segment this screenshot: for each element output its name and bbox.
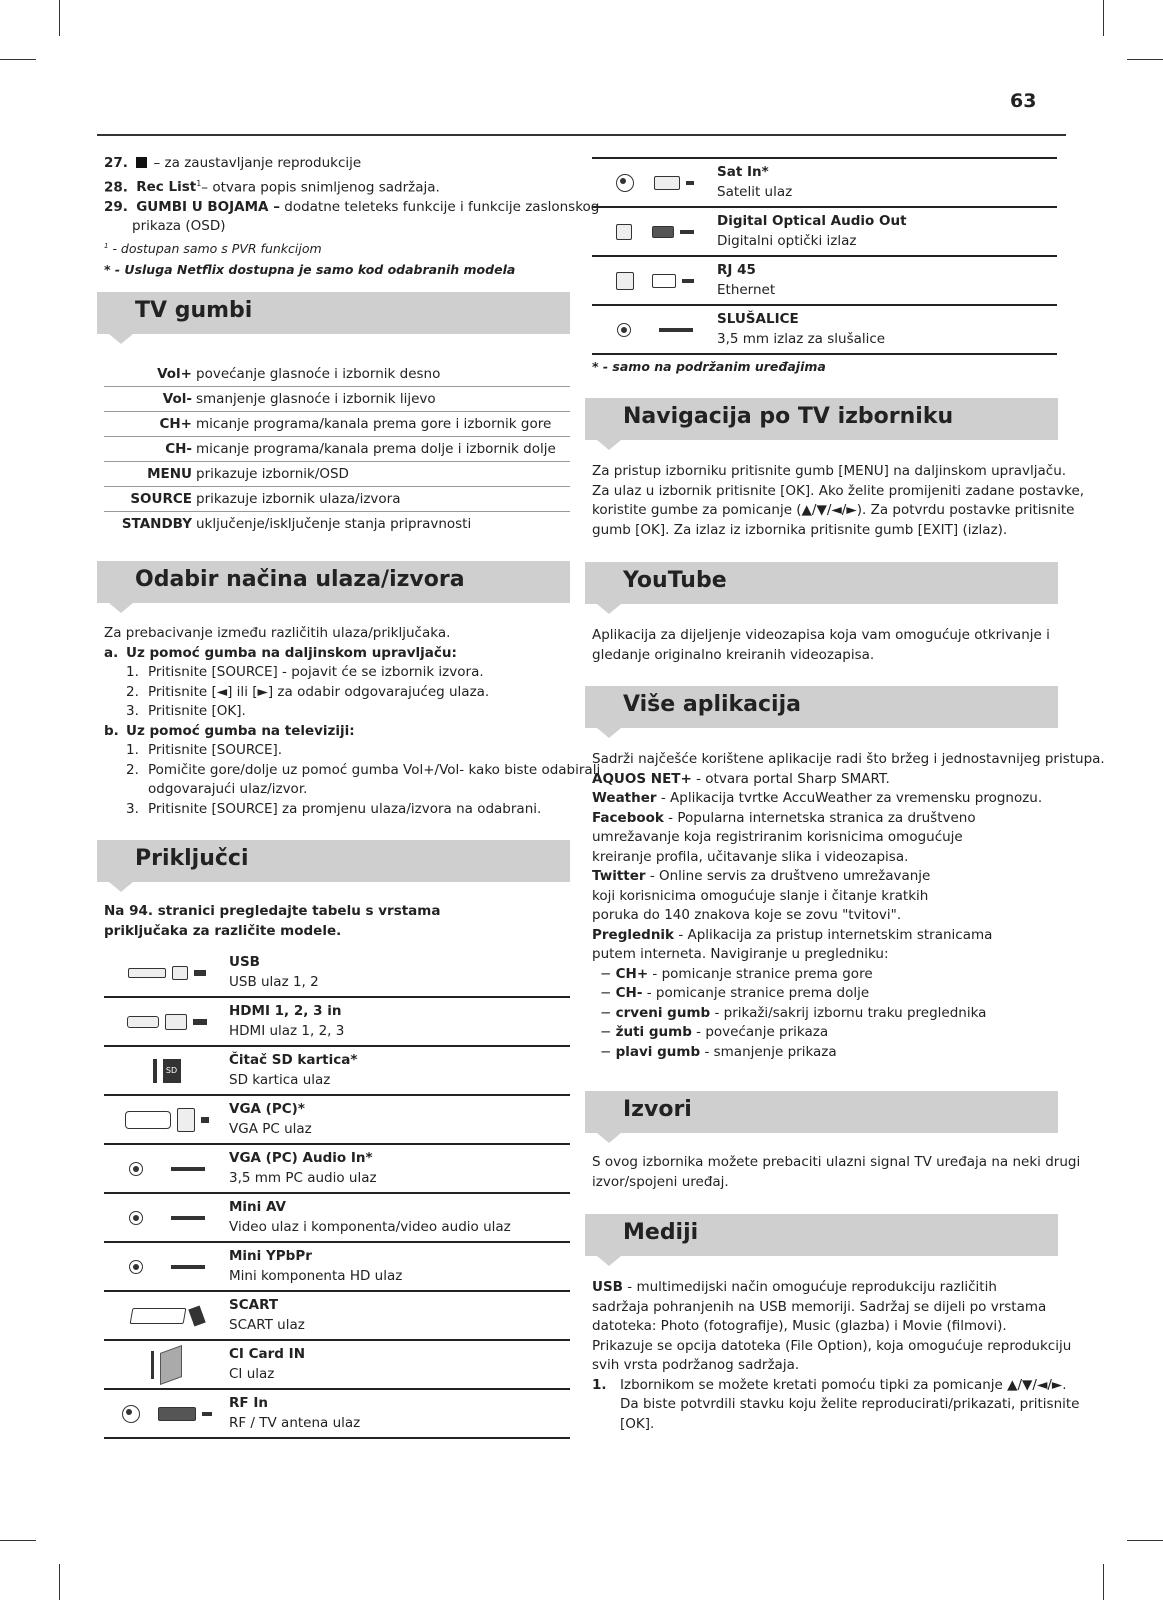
header-pointer [597, 1256, 621, 1266]
browser-nav-item: − žuti gumb - povećanje prikaza [600, 1024, 829, 1040]
optical-audio-icon [592, 224, 717, 240]
sub-heading: b. Uz pomoć gumba na televiziji: [104, 722, 355, 739]
page-number: 63 [1010, 90, 1037, 112]
section-title: Mediji [623, 1220, 699, 1245]
step-continuation: Da biste potvrdili stavku koju želite reproducirati/prikazati, pritisnite [620, 1396, 1080, 1412]
connector-row: Digital Optical Audio Out Digitalni optički izlaz [592, 208, 1057, 257]
crop-mark [1103, 0, 1104, 36]
section-header-navigation [585, 398, 1058, 440]
table-row: CH- micanje programa/kanala prema dolje i izbornik dolje [104, 437, 570, 462]
app-item-twitter: Twitter - Online servis za društveno umrežavanje [592, 868, 931, 884]
header-pointer [109, 882, 133, 892]
section-title: YouTube [623, 568, 727, 593]
browser-nav-item: − CH+ - pomicanje stranice prema gore [600, 965, 873, 982]
text-line: gledanje originalno kreiranih videozapisa. [592, 646, 875, 663]
step: 2. Pomičite gore/dolje uz pomoć gumba Vol+/Vol- kako biste odabirali [126, 761, 570, 781]
crop-mark [1127, 1540, 1163, 1541]
navigation-body [592, 462, 1085, 540]
step-number: 1. [126, 664, 139, 680]
table-row: Vol- smanjenje glasnoće i izbornik lijevo [104, 387, 570, 412]
app-item-weather: Weather - Aplikacija tvrtke AccuWeather za vremensku prognozu. [592, 790, 1043, 806]
connector-row: SCART SCART ulaz [104, 1292, 570, 1341]
list-item: 27. – za zaustavljanje reprodukcije [104, 155, 362, 171]
table-row: STANDBY uključenje/isključenje stanja pripravnosti [121, 516, 472, 532]
text-line: sadržaja pohranjenih na USB memoriji. Sadržaj se dijeli po vrstama [592, 1298, 1047, 1315]
crop-mark [59, 0, 60, 36]
rf-antenna-icon [104, 1405, 229, 1423]
header-pointer [597, 440, 621, 450]
audio-jack-icon [104, 1162, 229, 1176]
text-line: Za ulaz u izbornik pritisnite [OK]. Ako želite promijeniti zadane postavke, [592, 482, 1085, 499]
headphones-jack-icon [592, 323, 717, 337]
connector-row: SLUŠALICE 3,5 mm izlaz za slušalice [592, 306, 1057, 355]
section-header-source-select [97, 561, 570, 603]
media-body [592, 1278, 1080, 1434]
text-line: izvor/spojeni uređaj. [592, 1173, 729, 1190]
section-title: Navigacija po TV izborniku [623, 404, 954, 429]
tv-buttons-table [104, 362, 570, 536]
header-pointer [109, 334, 133, 344]
connections-note [104, 902, 570, 941]
section-title: Više aplikacija [623, 692, 801, 717]
netflix-note: * - Usluga Netflix dostupna je samo kod odabranih modela [104, 262, 516, 278]
text-line: Aplikacija za dijeljenje videozapisa koja vam omogućuje otkrivanje i [592, 627, 1050, 643]
section-header-sources [585, 1091, 1058, 1133]
usb-icon [104, 966, 229, 980]
connector-row: USB USB ulaz 1, 2 [104, 949, 570, 998]
section-header-tv-buttons [97, 292, 570, 334]
media-usb: USB - multimedijski način omogućuje reprodukciju različitih [592, 1279, 997, 1295]
crop-mark [0, 1540, 36, 1541]
connector-row: RJ 45 Ethernet [592, 257, 1057, 306]
step: 1. Pritisnite [SOURCE]. [126, 741, 570, 761]
text-line: koristite gumbe za pomicanje (▲/▼/◄/►). Za potvrdu postavke pritisnite [592, 502, 1075, 518]
section-title: Izvori [623, 1097, 692, 1122]
text-line: koji korisnicima omogućuje slanje i čitanje kratkih [592, 887, 929, 904]
header-pointer [597, 1133, 621, 1143]
crop-mark [1127, 59, 1163, 60]
header-rule [97, 134, 1066, 136]
table-row: CH+ micanje programa/kanala prema gore i izbornik gore [104, 412, 570, 437]
connections-table-right [592, 157, 1057, 377]
step: 1. Izbornikom se možete kretati pomoću tipki za pomicanje ▲/▼/◄/►. [592, 1376, 1067, 1393]
step-number: 2. [126, 683, 139, 700]
text-line: datoteka: Photo (fotografije), Music (glazba) i Movie (filmovi). [592, 1318, 1007, 1334]
list-item-continuation: prikaza (OSD) [132, 218, 226, 234]
note-line: Na 94. stranici pregledajte tabelu s vrstama [104, 903, 441, 919]
list-item: 29. GUMBI U BOJAMA – dodatne teleteks funkcije i funkcije zaslonskog [104, 198, 600, 215]
browser-nav-item: − CH- - pomicanje stranice prema dolje [600, 985, 870, 1001]
satellite-icon [592, 174, 717, 192]
source-select-body [104, 624, 601, 819]
text-line: svih vrsta podržanog sadržaja. [592, 1357, 800, 1373]
text-line: kreiranje profila, učitavanje slika i videozapisa. [592, 848, 909, 865]
section-header-media [585, 1214, 1058, 1256]
more-apps-body [592, 750, 1105, 1062]
step-number: 3. [126, 800, 139, 817]
text-line: poruka do 140 znakova koje se zovu "tvitovi". [592, 907, 902, 923]
sd-card-icon: SD [104, 1059, 229, 1083]
section-title: TV gumbi [135, 298, 253, 323]
connections-table-left [104, 949, 570, 1439]
connector-row: SD Čitač SD kartica* SD kartica ulaz [104, 1047, 570, 1096]
youtube-body [592, 626, 1062, 665]
text-line: Prikazuje se opcija datoteka (File Option), koja omogućuje reprodukciju [592, 1337, 1072, 1354]
connector-row: Mini YPbPr Mini komponenta HD ulaz [104, 1243, 570, 1292]
mini-ypbpr-icon [104, 1260, 229, 1274]
app-item-browser: Preglednik - Aplikacija za pristup internetskim stranicama [592, 926, 993, 943]
section-title: Priključci [135, 846, 249, 871]
text-line: umrežavanje koja registriranim korisnicima omogućuje [592, 829, 963, 845]
section-header-more-apps [585, 686, 1058, 728]
app-item-aquos: AQUOS NET+ - otvara portal Sharp SMART. [592, 770, 890, 787]
footnote: $^1$ - dostupan samo s PVR funkcijom [104, 240, 322, 256]
sources-body [592, 1153, 1081, 1192]
note-line: priključaka za različite modele. [104, 922, 342, 939]
step-number: 3. [126, 703, 139, 719]
step-number: 1. [126, 742, 139, 758]
connector-row: RF In RF / TV antena ulaz [104, 1390, 570, 1439]
step-continuation: odgovarajući ulaz/izvor. [148, 781, 308, 797]
step: 3. Pritisnite [OK]. [126, 702, 570, 722]
ci-card-icon [104, 1349, 229, 1381]
browser-nav-item: − plavi gumb - smanjenje prikaza [600, 1043, 837, 1060]
list-item: 28. Rec List$^1$– otvara popis snimljenog sadržaja. [104, 178, 440, 195]
step: 1. Pritisnite [SOURCE] - pojavit će se izbornik izvora. [126, 663, 570, 683]
header-pointer [109, 603, 133, 613]
connector-row: HDMI 1, 2, 3 in HDMI ulaz 1, 2, 3 [104, 998, 570, 1047]
section-header-youtube [585, 562, 1058, 604]
connector-row: CI Card IN CI ulaz [104, 1341, 570, 1390]
table-row: MENU prikazuje izbornik/OSD [104, 462, 570, 487]
crop-mark [59, 1564, 60, 1600]
text-line: gumb [OK]. Za izlaz iz izbornika pritisnite gumb [EXIT] (izlaz). [592, 521, 1008, 538]
crop-mark [1103, 1564, 1104, 1600]
remote-buttons-continued [104, 154, 600, 280]
stop-square-icon [136, 157, 147, 168]
hdmi-icon [104, 1014, 229, 1030]
step-continuation: [OK]. [620, 1415, 655, 1432]
section-header-connections [97, 840, 570, 882]
mini-av-icon [104, 1211, 229, 1225]
step: 3. Pritisnite [SOURCE] za promjenu ulaza/izvora na odabrani. [126, 800, 570, 820]
step: 2. Pritisnite [◄] ili [►] za odabir odgovarajućeg ulaza. [126, 683, 570, 703]
connector-row: VGA (PC)* VGA PC ulaz [104, 1096, 570, 1145]
text-line: Za pristup izborniku pritisnite gumb [MENU] na daljinskom upravljaču. [592, 463, 1067, 479]
table-row: SOURCE prikazuje izbornik ulaza/izvora [104, 487, 570, 512]
connector-row: Mini AV Video ulaz i komponenta/video audio ulaz [104, 1194, 570, 1243]
browser-nav-item: − crveni gumb - prikaži/sakrij izbornu traku preglednika [600, 1004, 987, 1021]
section-title: Odabir načina ulaza/izvora [135, 567, 465, 592]
app-item-facebook: Facebook - Popularna internetska stranica za društveno [592, 809, 976, 826]
ethernet-icon [592, 272, 717, 290]
header-pointer [597, 604, 621, 614]
text-line: putem interneta. Navigiranje u pregledniku: [592, 946, 889, 962]
supported-note: * - samo na podržanim uređajima [592, 359, 826, 374]
scart-icon [104, 1307, 229, 1325]
text-line: Sadrži najčešće korištene aplikacije radi što bržeg i jednostavnijeg pristupa. [592, 751, 1105, 767]
crop-mark [0, 59, 36, 60]
connector-row: VGA (PC) Audio In* 3,5 mm PC audio ulaz [104, 1145, 570, 1194]
step-number: 2. [126, 761, 139, 778]
text-line: S ovog izbornika možete prebaciti ulazni signal TV uređaja na neki drugi [592, 1154, 1081, 1170]
connector-row: Sat In* Satelit ulaz [592, 159, 1057, 208]
sub-heading: a. Uz pomoć gumba na daljinskom upravljaču: [104, 644, 457, 661]
vga-icon [104, 1108, 229, 1132]
intro-text: Za prebacivanje između različitih ulaza/priključaka. [104, 625, 451, 641]
header-pointer [597, 728, 621, 738]
table-row: Vol+ povećanje glasnoće i izbornik desno [104, 362, 570, 387]
